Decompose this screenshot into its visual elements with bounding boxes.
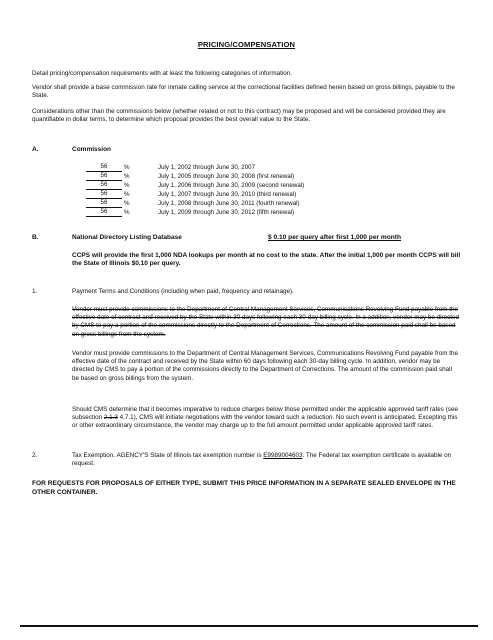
- intro-paragraph-1: Detail pricing/compensation requirements with at least the following categories of information.: [32, 70, 293, 77]
- commission-unit: %: [124, 172, 130, 180]
- intro-paragraph-2: Vendor shall provide a base commission rate for inmate calling service at the correctional facilities defined herein based on gross billings, payable to the State.: [32, 84, 455, 100]
- commission-table: [86, 163, 304, 217]
- commission-row: [86, 172, 304, 181]
- commission-unit: %: [124, 181, 130, 189]
- ccps-note: CCPS will provide the first 1,000 NDA lookups per month at no cost to the state. After the initial 1,000 per month CCPS will bill the State of Illinois $0.10 per query.: [72, 252, 461, 268]
- commission-row: [86, 181, 304, 190]
- commission-unit: %: [124, 199, 130, 207]
- footer-rule: [20, 625, 478, 627]
- cms-reduction-paragraph: [72, 406, 460, 431]
- tax-text-start: Tax Exemption. AGENCY'S State of Illinois tax exemption number is: [72, 452, 264, 459]
- intro-paragraph-3: Considerations other than the commissions below (whether related or not to this contract) may be proposed and will be considered provided they are quantifiable in dollar terms, to determine which proposal provides the best overall value to the State.: [32, 108, 446, 124]
- payment-terms-text: Vendor must provide commissions to the Department of Central Management Services, Communications Revolving Fund payable from the effective date of the contract and received by the State within 60 days following each 30-day billing cycle. In addition, vendor may be directed by CMS to pay a portion of the commissions directly to the Department of Corrections. The amount of the commission paid shall be based on gross billings from the system.: [72, 350, 459, 382]
- commission-dates: July 1, 2002 through June 30, 2007: [158, 163, 256, 171]
- commission-row: [86, 199, 304, 208]
- commission-dates: July 1, 2005 through June 30, 2008 (first renewal): [158, 172, 295, 180]
- item-1-number: 1.: [32, 288, 38, 295]
- struck-subsection-ref: 2.1.3: [103, 414, 118, 422]
- commission-dates: July 1, 2009 through June 30, 2012 (fifth renewal): [158, 208, 295, 216]
- commission-row: [86, 190, 304, 199]
- section-a-label: Commission: [72, 146, 112, 153]
- nda-price: $ 0.10 per query after first 1,000 per month: [268, 234, 402, 241]
- commission-dates: July 1, 2008 through June 30, 2011 (fourth renewal): [158, 199, 300, 207]
- page-title: PRICING/COMPENSATION: [197, 40, 296, 49]
- commission-value: 56: [86, 181, 122, 190]
- commission-unit: %: [124, 190, 130, 198]
- commission-row: [86, 163, 304, 172]
- commission-value: 56: [86, 163, 122, 172]
- tax-exemption-number: E9989004603: [263, 452, 303, 459]
- commission-value: 56: [86, 208, 122, 217]
- commission-value: 56: [86, 172, 122, 181]
- item-2-number: 2.: [32, 452, 38, 459]
- commission-value: 56: [86, 199, 122, 208]
- tax-exemption-paragraph: [72, 452, 462, 468]
- tax-text-end: . The Federal tax exemption certificate is available on request.: [72, 452, 452, 468]
- payment-terms-label: Payment Terms and Conditions (including when paid, frequency and retainage).: [72, 288, 294, 295]
- closing-instruction: FOR REQUESTS FOR PROPOSALS OF EITHER TYPE, SUBMIT THIS PRICE INFORMATION IN A SEPARATE SEALED ENVELOPE IN THE OTHER CONTAINER.: [32, 480, 456, 496]
- commission-dates: July 1, 2007 through June 30, 2010 (third renewal): [158, 190, 297, 198]
- section-b-label: National Directory Listing Database: [72, 234, 182, 241]
- new-subsection-ref: 4.7.1: [119, 414, 134, 422]
- commission-value: 56: [86, 190, 122, 199]
- section-b-number: B.: [32, 234, 39, 241]
- struck-payment-text: Vendor must provide commissions to the Department of Central Management Services, Communications Revolving Fund payable from the effective date of contract and received by the State within 30 days following each 30-day billing cycle. In a addition, vendor may be directed by CMS to pay a portion of the commissions directly to the Department of Corrections. The amount of the commission paid shall be based on gross billings from the system.: [72, 306, 460, 338]
- commission-dates: July 1, 2006 through June 30, 2009 (second renewal): [158, 181, 305, 189]
- section-a-number: A.: [32, 146, 39, 153]
- commission-unit: %: [124, 163, 130, 171]
- cms-text-end: ), CMS will initiate negotiations with the vendor toward such a reduction. No such event is anticipated. Excepting this or other extraordinary circumstance, the vendor may charge up to the full amount permitted under applicable approved tariff rates.: [72, 414, 458, 430]
- commission-unit: %: [124, 208, 130, 216]
- cms-text-start: Should CMS determine that it becomes imperative to reduce charges below those permitted under the applicable approved tariff rates (see subsection: [72, 406, 458, 422]
- commission-row: [86, 208, 304, 217]
